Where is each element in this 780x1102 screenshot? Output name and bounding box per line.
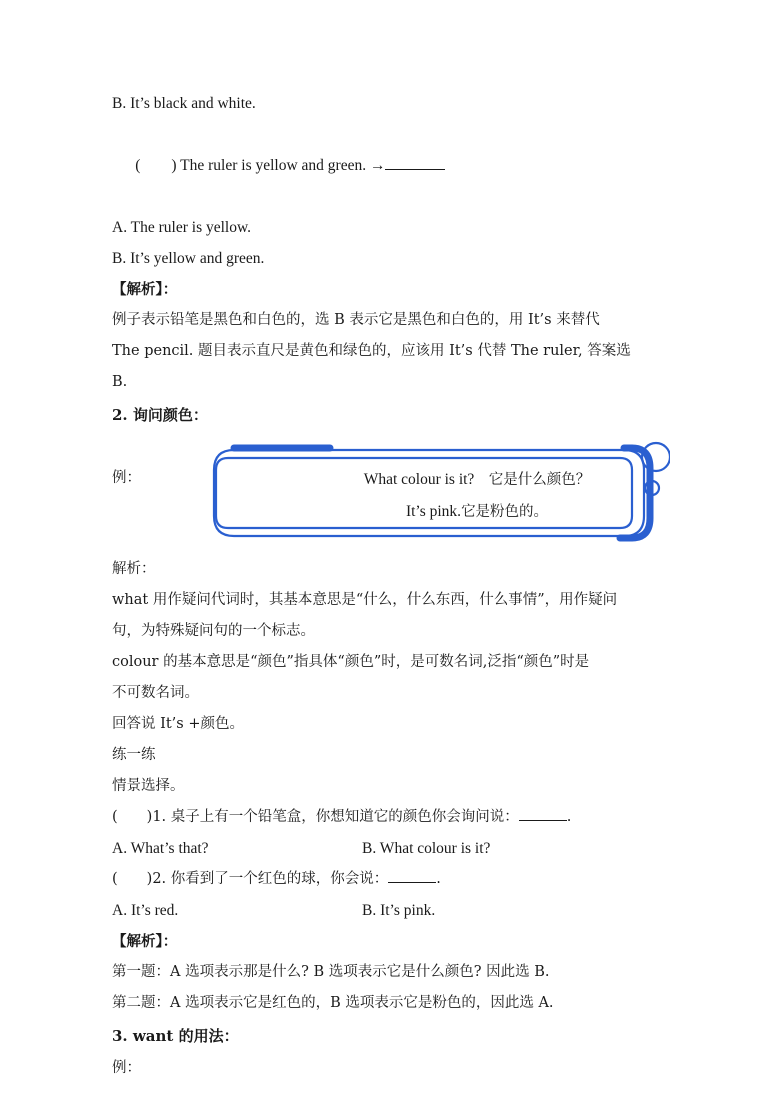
practice-intro: 情景选择。 <box>112 778 185 794</box>
section-3-heading: 3. want 的用法： <box>112 1027 239 1045</box>
question-ruler-text: ( ) The ruler is yellow and green. → <box>135 157 386 174</box>
bubble-line-2 <box>312 496 642 528</box>
bubble-text-block <box>312 464 642 528</box>
answer-option-a-ruler-yellow: A. The ruler is yellow. <box>112 219 252 236</box>
practice-item-2-period: . <box>436 871 441 887</box>
analysis-2-line-4: 不可数名词。 <box>112 685 199 701</box>
practice-item-2-text: ( )2. 你看到了一个红色的球，你会说： <box>112 871 389 887</box>
analysis-2-line-1: what 用作疑问代词时，其基本意思是“什么，什么东西，什么事情”，用作疑问 <box>112 592 618 608</box>
practice-label: 练一练 <box>112 747 156 763</box>
example-label: 例： <box>112 470 141 486</box>
analysis-2-line-2: 句，为特殊疑问句的一个标志。 <box>112 623 315 639</box>
practice-item-2-blank[interactable] <box>388 869 436 883</box>
practice-item-2-option-b[interactable]: B. It’s pink. <box>362 902 436 919</box>
analysis-1-line-2: The pencil. 题目表示直尺是黄色和绿色的，应该用 It’s 代替 The ruler, 答案选 <box>112 343 631 359</box>
bubble-line-2-zh: 它是粉色的。 <box>461 504 549 520</box>
analysis-label-3: 【解析】： <box>112 933 178 950</box>
practice-item-1-text: ( )1. 桌子上有一个铅笔盒，你想知道它的颜色你会询问说： <box>112 809 519 825</box>
bubble-line-2-en: It’s pink. <box>405 503 462 520</box>
analysis-3-line-2: 第二题：A 选项表示它是红色的，B 选项表示它是粉色的，因此选 A. <box>112 995 554 1011</box>
bubble-line-1-en: What colour is it? <box>363 471 475 488</box>
practice-item-1-options <box>112 833 668 864</box>
analysis-2-line-3: colour 的基本意思是“颜色”指具体“颜色”时，是可数名词,泛指“颜色”时是 <box>112 654 590 670</box>
analysis-1-line-1: 例子表示铅笔是黑色和白色的，选 B 表示它是黑色和白色的，用 It’s 来替代 <box>112 312 600 328</box>
question-ruler-line <box>112 119 668 212</box>
analysis-2-line-5: 回答说 It’s +颜色。 <box>112 716 244 732</box>
practice-item-1-blank[interactable] <box>519 807 567 821</box>
answer-option-b-yellow-green: B. It’s yellow and green. <box>112 250 265 267</box>
practice-item-1-option-a[interactable]: A. What’s that? <box>112 840 209 857</box>
example-bubble-block <box>112 436 668 552</box>
example-label-2: 例： <box>112 1060 141 1076</box>
bubble-line-1-zh: 它是什么颜色？ <box>474 472 591 488</box>
answer-option-b-black-white: B. It’s black and white. <box>112 95 256 112</box>
analysis-1-line-3: B. <box>112 374 128 390</box>
analysis-label-1: 【解析】： <box>112 281 178 298</box>
practice-item-2-question <box>112 864 668 895</box>
practice-item-1-option-b[interactable]: B. What colour is it? <box>362 840 491 857</box>
answer-blank[interactable] <box>385 156 445 170</box>
practice-item-1-question <box>112 802 668 833</box>
practice-item-2-option-a[interactable]: A. It’s red. <box>112 902 179 919</box>
analysis-label-2: 解析： <box>112 561 156 577</box>
practice-item-2-options <box>112 895 668 926</box>
document-content <box>112 88 668 1084</box>
analysis-3-line-1: 第一题：A 选项表示那是什么? B 选项表示它是什么颜色? 因此选 B. <box>112 964 550 980</box>
bubble-line-1 <box>312 464 642 496</box>
section-2-heading: 2. 询问颜色： <box>112 406 208 424</box>
practice-item-1-period: . <box>566 809 572 825</box>
